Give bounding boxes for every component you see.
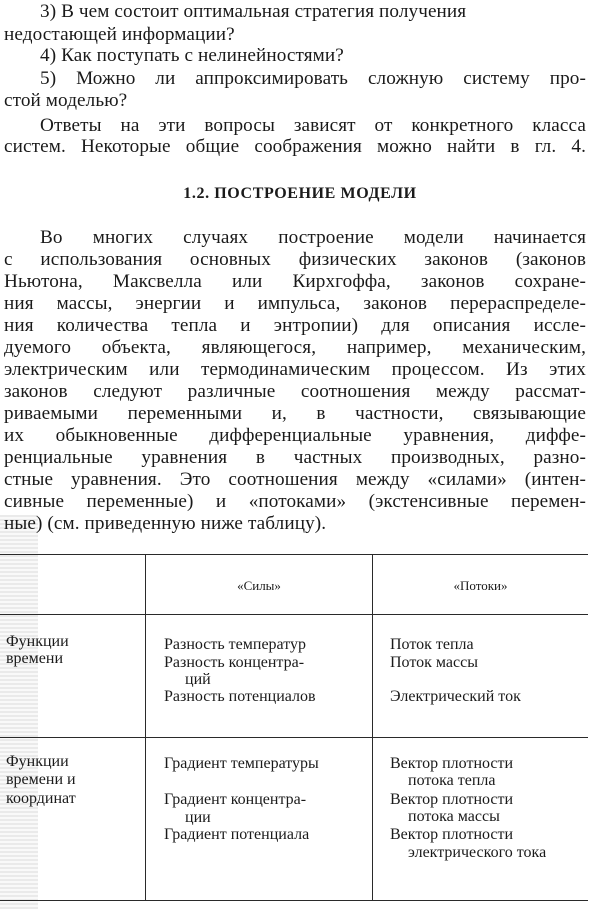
answer-line-2: систем. Некоторые общие соображения можно найти в гл. 4.	[4, 136, 586, 157]
body-line: ные) (см. приведенную ниже таблицу).	[4, 513, 327, 534]
body-line: сивные переменные) и «потоками» (экстенсивные перемен-	[4, 491, 586, 512]
row1-label-line: времени	[6, 650, 64, 667]
row1-force: Разность температур	[164, 636, 307, 653]
row2-force: Градиент температуры	[164, 755, 319, 772]
row2-flow: электрического тока	[408, 844, 547, 861]
row2-flow: Вектор плотности	[390, 791, 514, 808]
table-top-rule	[0, 554, 588, 555]
row1-force: Разность концентра-	[164, 654, 305, 671]
body-line: ния массы, энергии и импульса, законов перераспределе-	[4, 293, 586, 314]
row2-force: Градиент концентра-	[164, 791, 307, 808]
header-forces: «Силы»	[237, 578, 281, 593]
row1-flow: Поток тепла	[390, 636, 474, 653]
body-line: дуемого объекта, являющегося, например, механическим,	[4, 337, 586, 358]
row2-label-line: времени и	[6, 771, 76, 788]
answer-line-1: Ответы на эти вопросы зависят от конкретного класса	[40, 115, 586, 136]
question-5-line-2: стой моделью?	[4, 90, 128, 111]
row1-flow: Поток массы	[390, 654, 478, 671]
body-line: ния количества тепла и энтропии) для описания иссле-	[4, 315, 586, 336]
body-line: электрическим или термодинамическим процессом. Из этих	[4, 359, 586, 380]
question-3-line-2: недостающей информации?	[4, 24, 235, 45]
question-5-line-1: 5) Можно ли аппроксимировать сложную систему про-	[40, 68, 586, 89]
body-line: риваемыми переменными и, в частности, связывающие	[4, 403, 586, 424]
row2-flow: Вектор плотности	[390, 826, 514, 843]
scan-shadow	[0, 515, 38, 909]
row1-force: ций	[185, 671, 211, 688]
row2-flow: потока тепла	[408, 772, 496, 789]
body-line: ренциальные уравнения в частных производных, разно-	[4, 447, 586, 468]
row2-flow: потока массы	[408, 808, 500, 825]
row1-flow: Электрический ток	[390, 688, 521, 705]
row1-label-line: Функции	[6, 633, 69, 650]
table-column-rule-1	[145, 554, 146, 900]
header-flows: «Потоки»	[453, 578, 508, 593]
table-header-rule	[0, 614, 588, 615]
row2-flow: Вектор плотности	[390, 755, 514, 772]
row2-force: ции	[185, 809, 211, 826]
question-3-line-1: 3) В чем состоит оптимальная стратегия получения	[40, 1, 467, 22]
body-line: законов следуют различные соотношения между рассмат-	[4, 381, 586, 402]
row2-label-line: Функции	[6, 753, 69, 770]
table-column-rule-2	[372, 554, 373, 900]
row2-label-line: координат	[6, 790, 76, 807]
table-row-rule	[0, 737, 588, 738]
table-bottom-rule	[0, 900, 588, 901]
question-4: 4) Как поступать с нелинейностями?	[40, 45, 344, 66]
body-line: Ньютона, Максвелла или Кирхгоффа, законов сохране-	[4, 271, 586, 292]
row2-force: Градиент потенциала	[164, 826, 310, 843]
section-heading: 1.2. ПОСТРОЕНИЕ МОДЕЛИ	[183, 185, 417, 202]
body-line: стные уравнения. Это соотношения между «силами» (интен-	[4, 469, 586, 490]
body-line: их обыкновенные дифференциальные уравнения, диффе-	[4, 425, 586, 446]
row1-force: Разность потенциалов	[164, 688, 316, 705]
body-line: Во многих случаях построение модели начинается	[40, 227, 586, 248]
body-line: с использования основных физических законов (законов	[4, 249, 586, 270]
